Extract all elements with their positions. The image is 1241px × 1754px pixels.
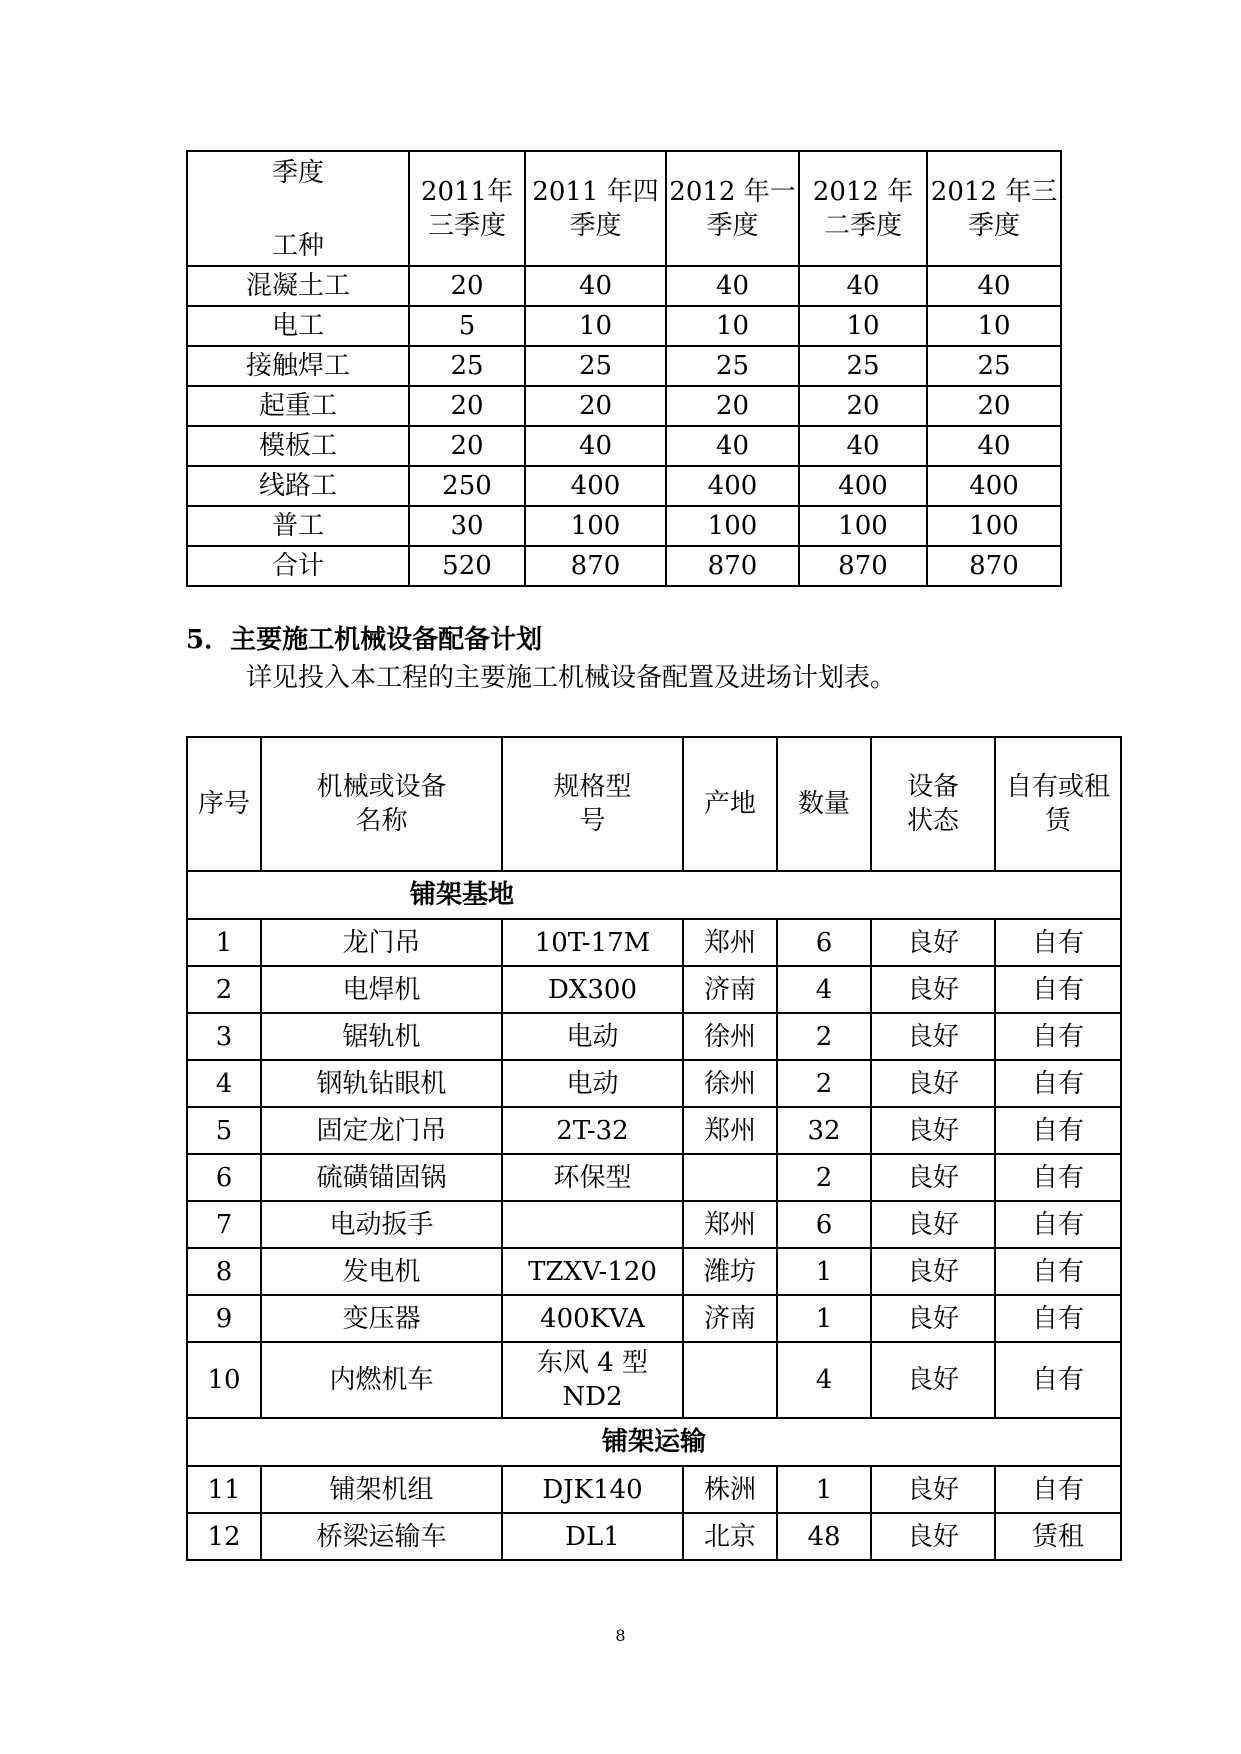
equipment-seq: 5 [187, 1107, 261, 1154]
labor-table [186, 150, 1062, 587]
equipment-row [187, 1154, 1121, 1201]
equipment-ownership: 自有 [995, 1201, 1121, 1248]
labor-header-row [187, 151, 1061, 266]
equipment-quantity: 4 [777, 1342, 871, 1418]
equipment-ownership: 赁租 [995, 1513, 1121, 1560]
labor-count: 10 [927, 306, 1061, 346]
equipment-seq: 3 [187, 1013, 261, 1060]
equipment-status: 良好 [871, 1513, 995, 1560]
equipment-ownership: 自有 [995, 1342, 1121, 1418]
equipment-header-cell: 设备状态 [871, 737, 995, 871]
labor-count: 25 [666, 346, 799, 386]
equipment-name: 发电机 [261, 1248, 502, 1295]
equipment-ownership: 自有 [995, 1107, 1121, 1154]
equipment-row [187, 919, 1121, 966]
equipment-group-row [187, 871, 1121, 919]
page-number: 8 [615, 1626, 626, 1645]
equipment-quantity: 1 [777, 1466, 871, 1513]
equipment-quantity: 32 [777, 1107, 871, 1154]
equipment-model: 400KVA [502, 1295, 683, 1342]
equipment-quantity: 4 [777, 966, 871, 1013]
equipment-header-cell: 规格型号 [502, 737, 683, 871]
labor-count: 20 [927, 386, 1061, 426]
equipment-model: DJK140 [502, 1466, 683, 1513]
labor-count: 20 [799, 386, 927, 426]
equipment-origin: 济南 [683, 966, 777, 1013]
equipment-name: 龙门吊 [261, 919, 502, 966]
equipment-quantity: 2 [777, 1013, 871, 1060]
equipment-row [187, 1295, 1121, 1342]
labor-header-quarter: 2012 年三季度 [927, 151, 1061, 266]
labor-count: 20 [525, 386, 666, 426]
labor-count: 25 [927, 346, 1061, 386]
labor-row [187, 386, 1061, 426]
equipment-seq: 4 [187, 1060, 261, 1107]
equipment-row [187, 966, 1121, 1013]
equipment-name: 硫磺锚固锅 [261, 1154, 502, 1201]
labor-row [187, 506, 1061, 546]
equipment-ownership: 自有 [995, 966, 1121, 1013]
equipment-origin: 北京 [683, 1513, 777, 1560]
equipment-quantity: 1 [777, 1295, 871, 1342]
labor-header-quarter: 2011 年四季度 [525, 151, 666, 266]
labor-count: 870 [525, 546, 666, 586]
equipment-header-cell: 数量 [777, 737, 871, 871]
labor-count: 40 [666, 426, 799, 466]
labor-trade-name: 合计 [187, 546, 409, 586]
equipment-seq: 12 [187, 1513, 261, 1560]
equipment-row [187, 1466, 1121, 1513]
equipment-status: 良好 [871, 1013, 995, 1060]
equipment-model: 电动 [502, 1013, 683, 1060]
equipment-name: 电焊机 [261, 966, 502, 1013]
labor-count: 250 [409, 466, 525, 506]
equipment-ownership: 自有 [995, 1060, 1121, 1107]
equipment-group-title: 铺架运输 [187, 1418, 1121, 1466]
equipment-ownership: 自有 [995, 919, 1121, 966]
labor-count: 25 [525, 346, 666, 386]
labor-count: 20 [409, 386, 525, 426]
labor-trade-name: 模板工 [187, 426, 409, 466]
labor-row [187, 346, 1061, 386]
equipment-status: 良好 [871, 1295, 995, 1342]
labor-count: 40 [927, 266, 1061, 306]
equipment-model: 电动 [502, 1060, 683, 1107]
equipment-status: 良好 [871, 1060, 995, 1107]
equipment-ownership: 自有 [995, 1154, 1121, 1201]
equipment-model: TZXV-120 [502, 1248, 683, 1295]
equipment-status: 良好 [871, 966, 995, 1013]
labor-count: 100 [666, 506, 799, 546]
labor-header-quarter: 2011年三季度 [409, 151, 525, 266]
equipment-row [187, 1248, 1121, 1295]
equipment-header-cell: 序号 [187, 737, 261, 871]
equipment-name: 电动扳手 [261, 1201, 502, 1248]
equipment-origin [683, 1342, 777, 1418]
equipment-origin: 济南 [683, 1295, 777, 1342]
equipment-name: 锯轨机 [261, 1013, 502, 1060]
labor-count: 20 [666, 386, 799, 426]
equipment-origin: 郑州 [683, 919, 777, 966]
equipment-seq: 2 [187, 966, 261, 1013]
labor-header-quarter: 2012 年一季度 [666, 151, 799, 266]
equipment-seq: 6 [187, 1154, 261, 1201]
equipment-name: 钢轨钻眼机 [261, 1060, 502, 1107]
equipment-header-cell: 产地 [683, 737, 777, 871]
labor-count: 5 [409, 306, 525, 346]
labor-count: 100 [799, 506, 927, 546]
labor-count: 10 [666, 306, 799, 346]
equipment-table [186, 736, 1122, 1561]
equipment-quantity: 6 [777, 1201, 871, 1248]
equipment-ownership: 自有 [995, 1248, 1121, 1295]
labor-count: 10 [525, 306, 666, 346]
labor-count: 40 [525, 426, 666, 466]
equipment-quantity: 2 [777, 1060, 871, 1107]
equipment-row [187, 1107, 1121, 1154]
labor-count: 100 [927, 506, 1061, 546]
equipment-status: 良好 [871, 919, 995, 966]
equipment-status: 良好 [871, 1201, 995, 1248]
labor-trade-name: 混凝土工 [187, 266, 409, 306]
equipment-model: 环保型 [502, 1154, 683, 1201]
equipment-quantity: 6 [777, 919, 871, 966]
equipment-status: 良好 [871, 1466, 995, 1513]
labor-row [187, 466, 1061, 506]
equipment-model: DX300 [502, 966, 683, 1013]
equipment-group-title: 铺架基地 [187, 871, 1121, 919]
labor-count: 25 [799, 346, 927, 386]
equipment-name: 铺架机组 [261, 1466, 502, 1513]
equipment-origin: 潍坊 [683, 1248, 777, 1295]
equipment-row [187, 1342, 1121, 1418]
labor-count: 400 [799, 466, 927, 506]
labor-header-trade-label: 工种 [271, 231, 324, 261]
labor-trade-name: 线路工 [187, 466, 409, 506]
labor-row [187, 546, 1061, 586]
labor-header-quarter-label: 季度 [271, 158, 324, 188]
equipment-origin: 徐州 [683, 1060, 777, 1107]
equipment-ownership: 自有 [995, 1466, 1121, 1513]
equipment-row [187, 1513, 1121, 1560]
equipment-seq: 10 [187, 1342, 261, 1418]
section-text: 详见投入本工程的主要施工机械设备配置及进场计划表。 [246, 663, 897, 693]
labor-header-diag-cell [187, 151, 409, 266]
labor-count: 20 [409, 426, 525, 466]
equipment-status: 良好 [871, 1342, 995, 1418]
labor-count: 400 [927, 466, 1061, 506]
labor-header-quarter: 2012 年二季度 [799, 151, 927, 266]
labor-count: 40 [927, 426, 1061, 466]
labor-count: 870 [799, 546, 927, 586]
equipment-ownership: 自有 [995, 1295, 1121, 1342]
labor-count: 870 [927, 546, 1061, 586]
labor-count: 40 [525, 266, 666, 306]
labor-count: 40 [799, 266, 927, 306]
equipment-group-row [187, 1418, 1121, 1466]
labor-trade-name: 电工 [187, 306, 409, 346]
equipment-seq: 7 [187, 1201, 261, 1248]
equipment-quantity: 2 [777, 1154, 871, 1201]
equipment-name: 桥梁运输车 [261, 1513, 502, 1560]
equipment-model: 10T-17M [502, 919, 683, 966]
labor-count: 520 [409, 546, 525, 586]
equipment-seq: 9 [187, 1295, 261, 1342]
labor-trade-name: 接触焊工 [187, 346, 409, 386]
equipment-quantity: 48 [777, 1513, 871, 1560]
equipment-status: 良好 [871, 1154, 995, 1201]
equipment-row [187, 1013, 1121, 1060]
labor-trade-name: 起重工 [187, 386, 409, 426]
labor-count: 40 [666, 266, 799, 306]
equipment-seq: 1 [187, 919, 261, 966]
equipment-status: 良好 [871, 1107, 995, 1154]
labor-count: 870 [666, 546, 799, 586]
equipment-model: 东风 4 型ND2 [502, 1342, 683, 1418]
equipment-name: 固定龙门吊 [261, 1107, 502, 1154]
equipment-ownership: 自有 [995, 1013, 1121, 1060]
labor-count: 100 [525, 506, 666, 546]
equipment-row [187, 1201, 1121, 1248]
labor-row [187, 306, 1061, 346]
equipment-origin: 郑州 [683, 1201, 777, 1248]
labor-count: 25 [409, 346, 525, 386]
equipment-seq: 8 [187, 1248, 261, 1295]
labor-count: 20 [409, 266, 525, 306]
labor-count: 30 [409, 506, 525, 546]
labor-count: 10 [799, 306, 927, 346]
equipment-name: 变压器 [261, 1295, 502, 1342]
equipment-name: 内燃机车 [261, 1342, 502, 1418]
equipment-model [502, 1201, 683, 1248]
labor-trade-name: 普工 [187, 506, 409, 546]
equipment-status: 良好 [871, 1248, 995, 1295]
equipment-origin: 徐州 [683, 1013, 777, 1060]
equipment-row [187, 1060, 1121, 1107]
equipment-origin [683, 1154, 777, 1201]
equipment-origin: 株洲 [683, 1466, 777, 1513]
equipment-quantity: 1 [777, 1248, 871, 1295]
equipment-header-row [187, 737, 1121, 871]
equipment-header-cell: 自有或租赁 [995, 737, 1121, 871]
labor-row [187, 266, 1061, 306]
equipment-model: DL1 [502, 1513, 683, 1560]
equipment-model: 2T-32 [502, 1107, 683, 1154]
labor-count: 400 [666, 466, 799, 506]
equipment-origin: 郑州 [683, 1107, 777, 1154]
equipment-seq: 11 [187, 1466, 261, 1513]
section-heading: 5．主要施工机械设备配备计划 [186, 625, 543, 655]
labor-count: 400 [525, 466, 666, 506]
labor-row [187, 426, 1061, 466]
labor-count: 40 [799, 426, 927, 466]
equipment-header-cell: 机械或设备名称 [261, 737, 502, 871]
